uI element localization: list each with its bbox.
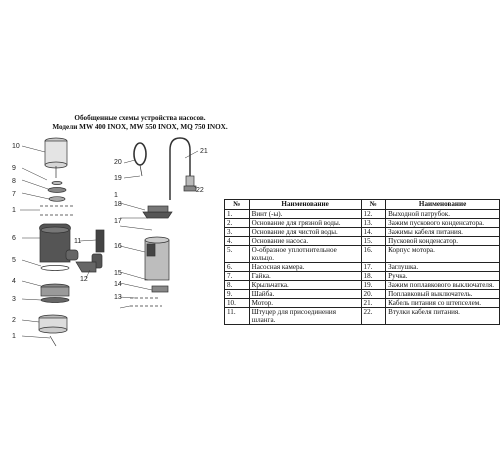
part-name-cell: Поплавковый выключатель.	[386, 290, 500, 299]
callout-13: 13	[114, 294, 122, 301]
header-number-1: №	[225, 200, 250, 210]
part-number-cell: 2.	[225, 219, 250, 228]
part-name-cell: Втулки кабеля питания.	[386, 308, 500, 325]
impeller-part	[48, 188, 66, 193]
table-row	[225, 246, 500, 263]
part-number-cell: 5.	[225, 246, 250, 263]
motor-part	[45, 138, 67, 178]
callout-21: 21	[200, 148, 208, 155]
table-row	[225, 290, 500, 299]
part-number-cell: 11.	[225, 308, 250, 325]
part-name-cell: Выходной патрубок.	[386, 210, 500, 219]
callout-1-top: 1	[12, 207, 16, 214]
part-name-cell: Зажим пускового конденсатора.	[386, 219, 500, 228]
part-name-cell: Зажимы кабеля питания.	[386, 228, 500, 237]
part-name-cell: Основание для чистой воды.	[249, 228, 361, 237]
part-name-cell: Кабель питания со штепселем.	[386, 299, 500, 308]
callout-20: 20	[114, 159, 122, 166]
part-number-cell: 21.	[361, 299, 386, 308]
screws-part	[40, 206, 73, 215]
part-number-cell: 12.	[361, 210, 386, 219]
part-name-cell: Корпус мотора.	[386, 246, 500, 263]
callout-16: 16	[114, 243, 122, 250]
part-name-cell: Заглушка.	[386, 263, 500, 272]
callout-10: 10	[12, 143, 20, 150]
part-name-cell: Гайка.	[249, 272, 361, 281]
header-number-2: №	[361, 200, 386, 210]
table-row	[225, 308, 500, 325]
header-name-1: Наименование	[249, 200, 361, 210]
part-name-cell: Основание для грязной воды.	[249, 219, 361, 228]
handle-part	[143, 206, 172, 218]
callout-4: 4	[12, 278, 16, 285]
pump-chamber-part	[40, 224, 82, 262]
pump-exploded-diagram	[0, 0, 230, 360]
part-number-cell: 16.	[361, 246, 386, 263]
callout-1-right: 1	[114, 192, 118, 199]
part-name-cell: Шайба.	[249, 290, 361, 299]
callout-19: 19	[114, 175, 122, 182]
callout-12: 12	[80, 276, 88, 283]
callout-14: 14	[114, 281, 122, 288]
diagram-title: Обобщенные схемы устройства насосов.	[74, 114, 206, 122]
part-name-cell: Зажим поплавкового выключателя.	[386, 281, 500, 290]
part-number-cell: 17.	[361, 263, 386, 272]
callout-22: 22	[196, 187, 204, 194]
callout-6: 6	[12, 235, 16, 242]
parts-table-header	[225, 200, 500, 210]
part-number-cell: 10.	[225, 299, 250, 308]
part-number-cell: 13.	[361, 219, 386, 228]
table-row	[225, 263, 500, 272]
callout-8: 8	[12, 178, 16, 185]
part-name-cell: Мотор.	[249, 299, 361, 308]
callout-5: 5	[12, 257, 16, 264]
part-number-cell: 14.	[361, 228, 386, 237]
table-row	[225, 281, 500, 290]
part-number-cell: 6.	[225, 263, 250, 272]
part-number-cell: 22.	[361, 308, 386, 325]
callout-2: 2	[12, 317, 16, 324]
table-row	[225, 219, 500, 228]
table-row	[225, 299, 500, 308]
hose-fitting-part	[76, 230, 104, 272]
part-number-cell: 3.	[225, 228, 250, 237]
part-number-cell: 8.	[225, 281, 250, 290]
callout-15: 15	[114, 270, 122, 277]
bottom-screw-part	[50, 336, 56, 346]
part-number-cell: 19.	[361, 281, 386, 290]
part-name-cell: Штуцер для присоединения шланга.	[249, 308, 361, 325]
float-switch-part	[134, 143, 146, 176]
parts-table	[224, 199, 500, 325]
part-name-cell: О-образное уплотнительное кольцо.	[249, 246, 361, 263]
part-number-cell: 18.	[361, 272, 386, 281]
callout-18: 18	[114, 201, 122, 208]
callout-11: 11	[74, 238, 82, 245]
dirty-water-base-part	[39, 315, 67, 333]
motor-housing-part	[145, 237, 169, 280]
washer-part	[52, 181, 62, 184]
part-name-cell: Ручка.	[386, 272, 500, 281]
o-ring-part	[41, 266, 69, 271]
part-number-cell: 4.	[225, 237, 250, 246]
part-name-cell: Винт (-ы).	[249, 210, 361, 219]
part-name-cell: Насосная камера.	[249, 263, 361, 272]
callout-7: 7	[12, 191, 16, 198]
table-row	[225, 237, 500, 246]
pump-base-part	[41, 284, 69, 296]
part-number-cell: 9.	[225, 290, 250, 299]
diagram-subtitle: Модели MW 400 INOX, MW 550 INOX, MQ 750 INOX.	[52, 123, 228, 131]
callout-3: 3	[12, 296, 16, 303]
part-number-cell: 20.	[361, 290, 386, 299]
cable-clamps-part	[130, 298, 162, 306]
callout-9: 9	[12, 165, 16, 172]
nut-part	[49, 197, 65, 202]
part-name-cell: Основание насоса.	[249, 237, 361, 246]
table-row	[225, 210, 500, 219]
part-number-cell: 7.	[225, 272, 250, 281]
power-cable-part	[170, 138, 196, 200]
capacitor-part	[152, 286, 168, 292]
part-name-cell: Пусковой конденсатор.	[386, 237, 500, 246]
table-row	[225, 272, 500, 281]
part-number-cell: 1.	[225, 210, 250, 219]
callout-1-bottom: 1	[12, 333, 16, 340]
table-row	[225, 228, 500, 237]
clean-water-base-part	[41, 298, 69, 303]
header-name-2: Наименование	[386, 200, 500, 210]
part-name-cell: Крыльчатка.	[249, 281, 361, 290]
part-number-cell: 15.	[361, 237, 386, 246]
callout-17: 17	[114, 218, 122, 225]
